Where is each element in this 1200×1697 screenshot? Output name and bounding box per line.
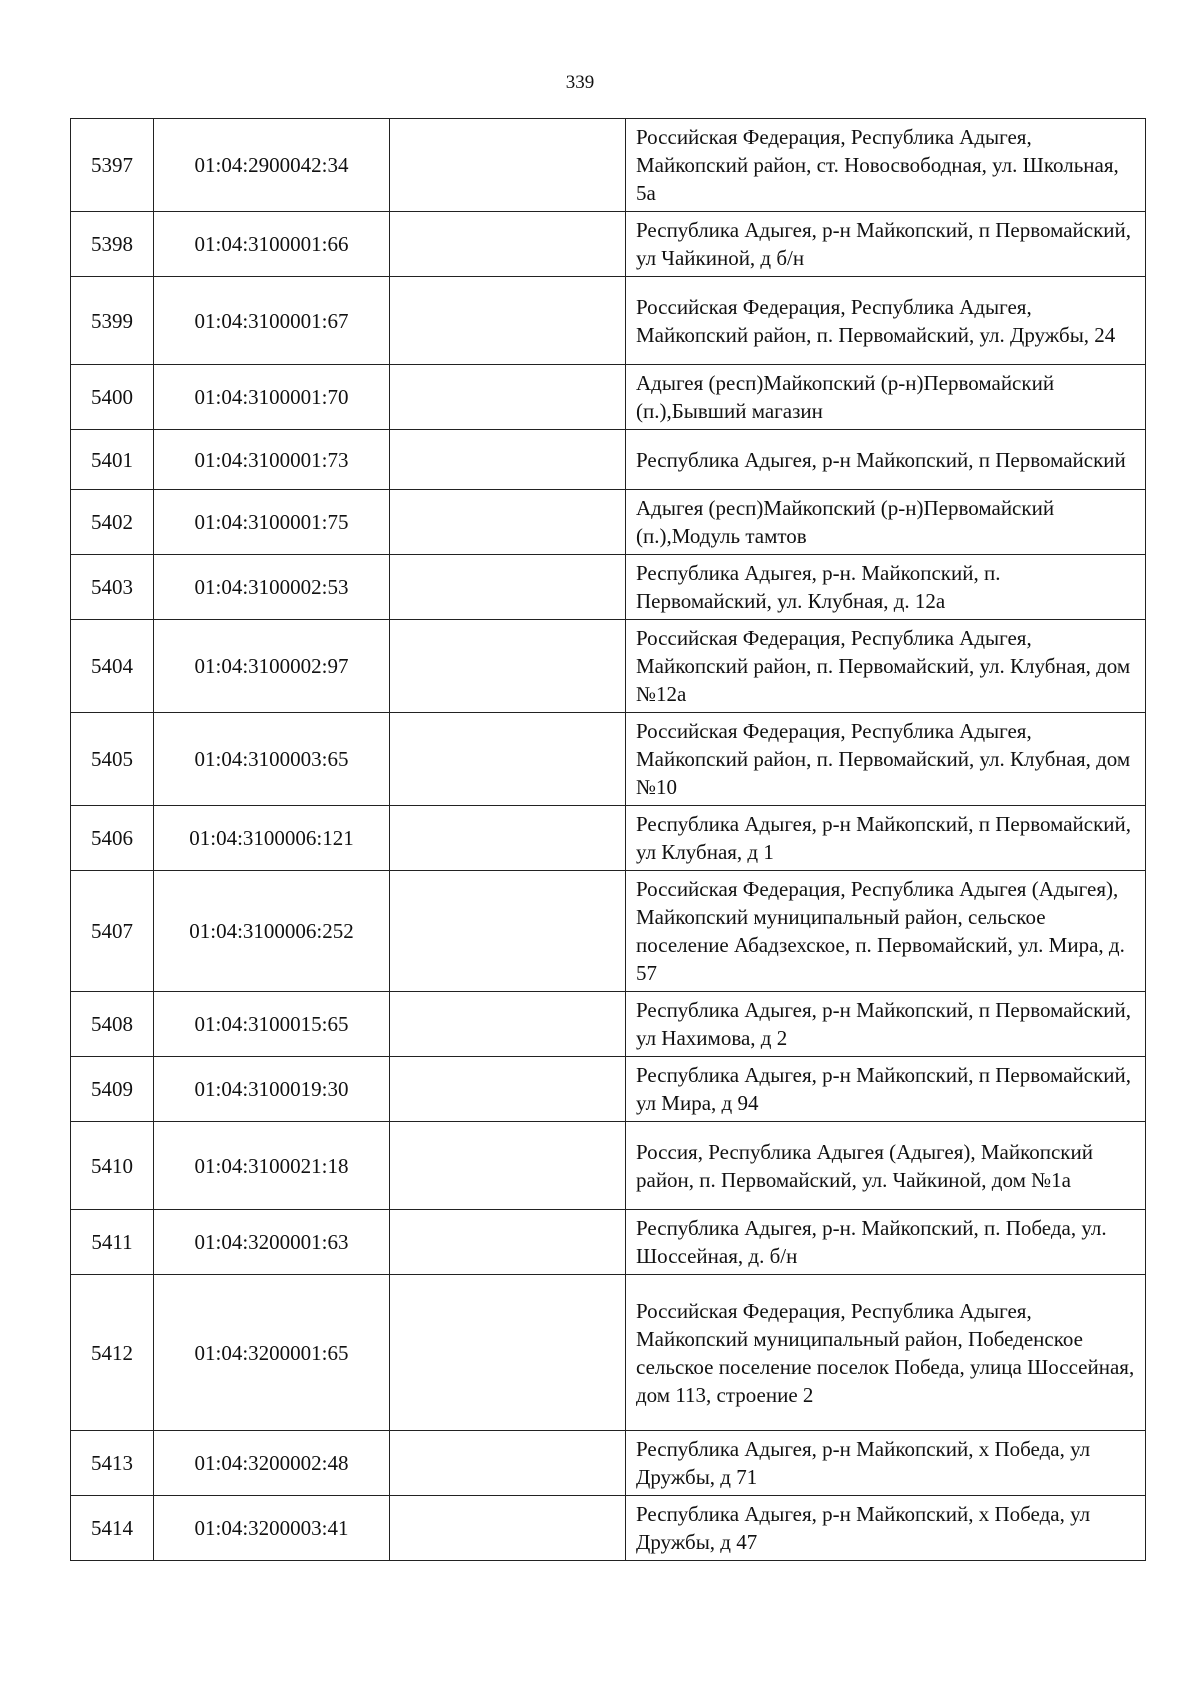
- table-row: [71, 713, 1146, 806]
- registry-table: [70, 118, 1146, 1561]
- address: Российская Федерация, Республика Адыгея, Майкопский муниципальный район, Победенское сельское поселение поселок Победа, улица Шоссейная, дом 113, строение 2: [626, 1275, 1146, 1431]
- row-number: 5407: [71, 871, 154, 992]
- table-row: [71, 430, 1146, 490]
- table-row: [71, 555, 1146, 620]
- row-number: 5414: [71, 1496, 154, 1561]
- row-number: 5410: [71, 1122, 154, 1210]
- empty-cell: [390, 119, 626, 212]
- table-row: [71, 277, 1146, 365]
- cadastral-number: 01:04:3100015:65: [154, 992, 390, 1057]
- cadastral-number: 01:04:3200002:48: [154, 1431, 390, 1496]
- row-number: 5405: [71, 713, 154, 806]
- address: Российская Федерация, Республика Адыгея, Майкопский район, п. Первомайский, ул. Клубная, дом №12а: [626, 620, 1146, 713]
- address: Адыгея (респ)Майкопский (р-н)Первомайский (п.),Модуль тамтов: [626, 490, 1146, 555]
- cadastral-number: 01:04:3100001:73: [154, 430, 390, 490]
- row-number: 5402: [71, 490, 154, 555]
- address: Республика Адыгея, р-н Майкопский, п Первомайский, ул Мира, д 94: [626, 1057, 1146, 1122]
- empty-cell: [390, 871, 626, 992]
- row-number: 5400: [71, 365, 154, 430]
- empty-cell: [390, 806, 626, 871]
- table-row: [71, 1431, 1146, 1496]
- table-row: [71, 1210, 1146, 1275]
- address: Республика Адыгея, р-н Майкопский, х Победа, ул Дружбы, д 71: [626, 1431, 1146, 1496]
- table-row: [71, 490, 1146, 555]
- empty-cell: [390, 713, 626, 806]
- empty-cell: [390, 1122, 626, 1210]
- cadastral-number: 01:04:3100001:67: [154, 277, 390, 365]
- cadastral-number: 01:04:3100002:97: [154, 620, 390, 713]
- address: Российская Федерация, Республика Адыгея (Адыгея), Майкопский муниципальный район, сельское поселение Абадзехское, п. Первомайский, ул. Мира, д. 57: [626, 871, 1146, 992]
- row-number: 5401: [71, 430, 154, 490]
- table-row: [71, 365, 1146, 430]
- address: Адыгея (респ)Майкопский (р-н)Первомайский (п.),Бывший магазин: [626, 365, 1146, 430]
- empty-cell: [390, 1275, 626, 1431]
- address: Республика Адыгея, р-н. Майкопский, п. Первомайский, ул. Клубная, д. 12а: [626, 555, 1146, 620]
- empty-cell: [390, 490, 626, 555]
- address: Республика Адыгея, р-н Майкопский, х Победа, ул Дружбы, д 47: [626, 1496, 1146, 1561]
- empty-cell: [390, 365, 626, 430]
- row-number: 5404: [71, 620, 154, 713]
- cadastral-number: 01:04:3100001:70: [154, 365, 390, 430]
- table-row: [71, 806, 1146, 871]
- empty-cell: [390, 555, 626, 620]
- table-row: [71, 1057, 1146, 1122]
- empty-cell: [390, 1057, 626, 1122]
- empty-cell: [390, 1210, 626, 1275]
- row-number: 5412: [71, 1275, 154, 1431]
- address: Россия, Республика Адыгея (Адыгея), Майкопский район, п. Первомайский, ул. Чайкиной, дом №1а: [626, 1122, 1146, 1210]
- cadastral-number: 01:04:3200003:41: [154, 1496, 390, 1561]
- address: Республика Адыгея, р-н Майкопский, п Первомайский: [626, 430, 1146, 490]
- row-number: 5408: [71, 992, 154, 1057]
- address: Республика Адыгея, р-н Майкопский, п Первомайский, ул Чайкиной, д б/н: [626, 212, 1146, 277]
- table-row: [71, 1496, 1146, 1561]
- row-number: 5398: [71, 212, 154, 277]
- table-row: [71, 1122, 1146, 1210]
- address: Российская Федерация, Республика Адыгея, Майкопский район, ст. Новосвободная, ул. Школьная, 5а: [626, 119, 1146, 212]
- cadastral-number: 01:04:3100002:53: [154, 555, 390, 620]
- table-row: [71, 620, 1146, 713]
- address: Российская Федерация, Республика Адыгея, Майкопский район, п. Первомайский, ул. Клубная, дом №10: [626, 713, 1146, 806]
- table-row: [71, 1275, 1146, 1431]
- table-row: [71, 992, 1146, 1057]
- cadastral-number: 01:04:3100019:30: [154, 1057, 390, 1122]
- cadastral-number: 01:04:3100003:65: [154, 713, 390, 806]
- cadastral-number: 01:04:3200001:65: [154, 1275, 390, 1431]
- row-number: 5399: [71, 277, 154, 365]
- empty-cell: [390, 1496, 626, 1561]
- cadastral-number: 01:04:3100001:66: [154, 212, 390, 277]
- cadastral-number: 01:04:3100006:252: [154, 871, 390, 992]
- address: Республика Адыгея, р-н Майкопский, п Первомайский, ул Нахимова, д 2: [626, 992, 1146, 1057]
- table-row: [71, 119, 1146, 212]
- empty-cell: [390, 277, 626, 365]
- empty-cell: [390, 212, 626, 277]
- page-number: 339: [565, 72, 595, 93]
- row-number: 5397: [71, 119, 154, 212]
- row-number: 5413: [71, 1431, 154, 1496]
- empty-cell: [390, 430, 626, 490]
- row-number: 5406: [71, 806, 154, 871]
- registry-table-body: [71, 119, 1146, 1561]
- table-row: [71, 871, 1146, 992]
- cadastral-number: 01:04:3100021:18: [154, 1122, 390, 1210]
- empty-cell: [390, 992, 626, 1057]
- cadastral-number: 01:04:3200001:63: [154, 1210, 390, 1275]
- address: Республика Адыгея, р-н. Майкопский, п. Победа, ул. Шоссейная, д. б/н: [626, 1210, 1146, 1275]
- empty-cell: [390, 1431, 626, 1496]
- empty-cell: [390, 620, 626, 713]
- row-number: 5403: [71, 555, 154, 620]
- cadastral-number: 01:04:3100001:75: [154, 490, 390, 555]
- row-number: 5409: [71, 1057, 154, 1122]
- cadastral-number: 01:04:3100006:121: [154, 806, 390, 871]
- cadastral-number: 01:04:2900042:34: [154, 119, 390, 212]
- address: Российская Федерация, Республика Адыгея, Майкопский район, п. Первомайский, ул. Дружбы, 24: [626, 277, 1146, 365]
- row-number: 5411: [71, 1210, 154, 1275]
- table-row: [71, 212, 1146, 277]
- address: Республика Адыгея, р-н Майкопский, п Первомайский, ул Клубная, д 1: [626, 806, 1146, 871]
